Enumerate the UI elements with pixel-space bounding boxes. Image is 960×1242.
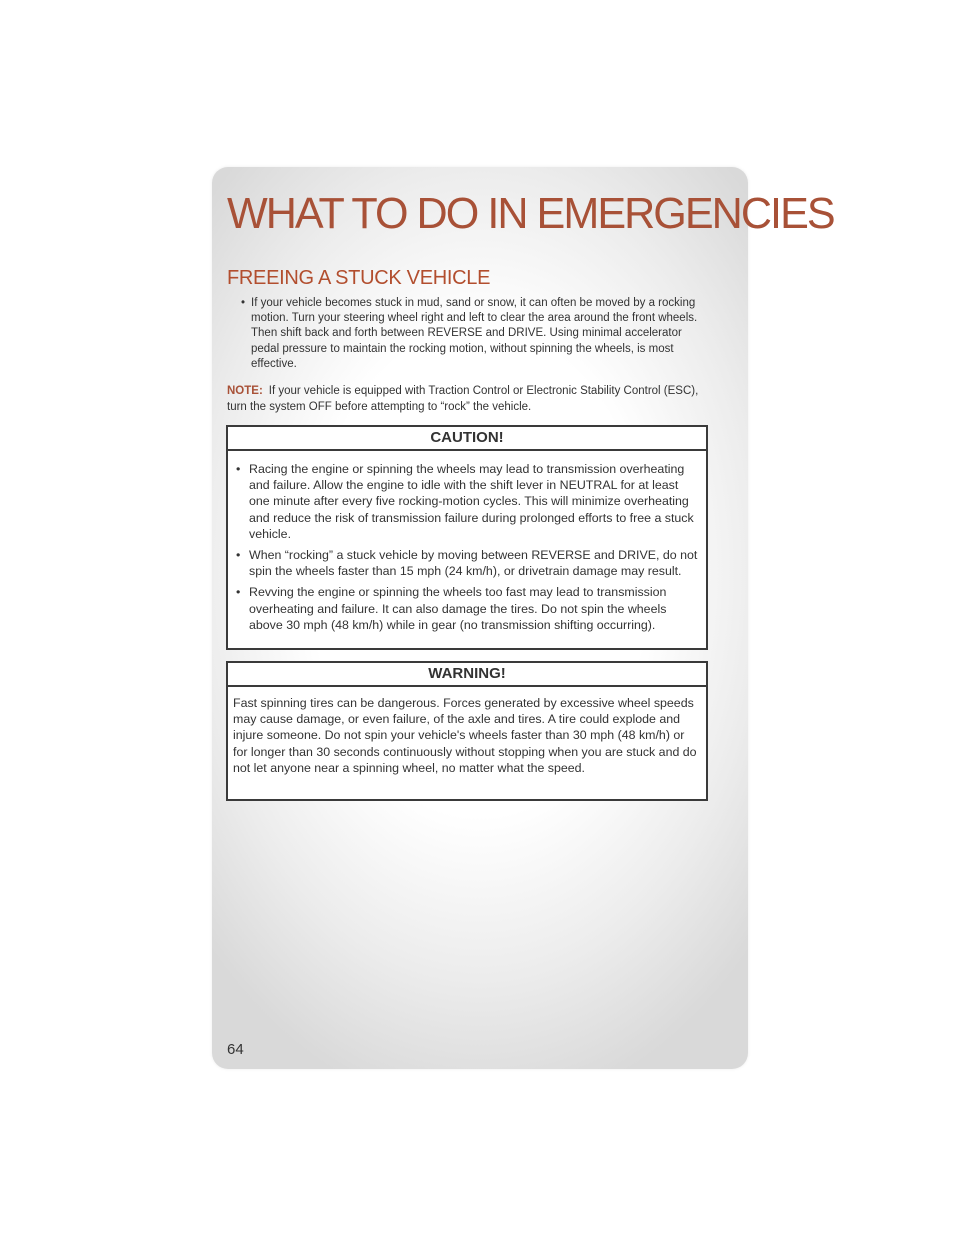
caution-item-text: Revving the engine or spinning the wheels too fast may lead to transmission overheating and failure. It can also damage the tires. Do not spin the wheels above 30 mph (48 km/h) while in gear (no transmission shifting occurring). bbox=[249, 585, 667, 632]
caution-item-text: When “rocking” a stuck vehicle by moving between REVERSE and DRIVE, do not spin the wheels faster than 15 mph (24 km/h), or drivetrain damage may result. bbox=[249, 548, 698, 579]
note-paragraph bbox=[227, 384, 705, 415]
warning-box bbox=[226, 661, 708, 801]
caution-list-item bbox=[232, 547, 700, 579]
bullet-icon: • bbox=[236, 585, 241, 600]
caution-list bbox=[228, 451, 706, 633]
warning-text: Fast spinning tires can be dangerous. Forces generated by excessive wheel speeds may cause damage, or even failure, of the axle and tires. A tire could explode and injure someone. Do not spin your vehicle's wheels faster than 30 mph (48 km/h) or for longer than 30 seconds continuously without stopping when you are stuck and do not let anyone near a spinning wheel, no matter what the speed. bbox=[233, 696, 697, 775]
caution-box bbox=[226, 425, 708, 650]
page-number: 64 bbox=[227, 1041, 244, 1058]
caution-title: CAUTION! bbox=[228, 427, 706, 451]
note-text: If your vehicle is equipped with Traction Control or Electronic Stability Control (ESC), turn the system OFF before attempting to “rock” the vehicle. bbox=[227, 385, 699, 413]
section-heading: FREEING A STUCK VEHICLE bbox=[227, 267, 491, 289]
page-title: WHAT TO DO IN EMERGENCIES bbox=[227, 189, 834, 238]
bullet-icon: • bbox=[241, 297, 246, 309]
caution-item-text: Racing the engine or spinning the wheels may lead to transmission overheating and failure. Allow the engine to idle with the shift lever in NEUTRAL for at least one minute after every five rocking-motion cycles. This will minimize overheating and reduce the risk of transmission failure during prolonged efforts to free a stuck vehicle. bbox=[249, 462, 694, 541]
caution-list-item bbox=[232, 584, 700, 633]
intro-list-item bbox=[241, 296, 701, 372]
bullet-icon: • bbox=[236, 462, 241, 476]
note-label: NOTE: bbox=[227, 385, 263, 397]
intro-list bbox=[241, 296, 701, 372]
warning-title: WARNING! bbox=[228, 663, 706, 687]
caution-list-item bbox=[232, 461, 700, 542]
bullet-icon: • bbox=[236, 548, 241, 563]
intro-item-text: If your vehicle becomes stuck in mud, sand or snow, it can often be moved by a rocking motion. Turn your steering wheel right and left to clear the area around the front wheels. Then shift back and forth between REVERSE and DRIVE. Using minimal accelerator pedal pressure to maintain the rocking motion, without spinning the wheels, is most effective. bbox=[251, 297, 698, 370]
